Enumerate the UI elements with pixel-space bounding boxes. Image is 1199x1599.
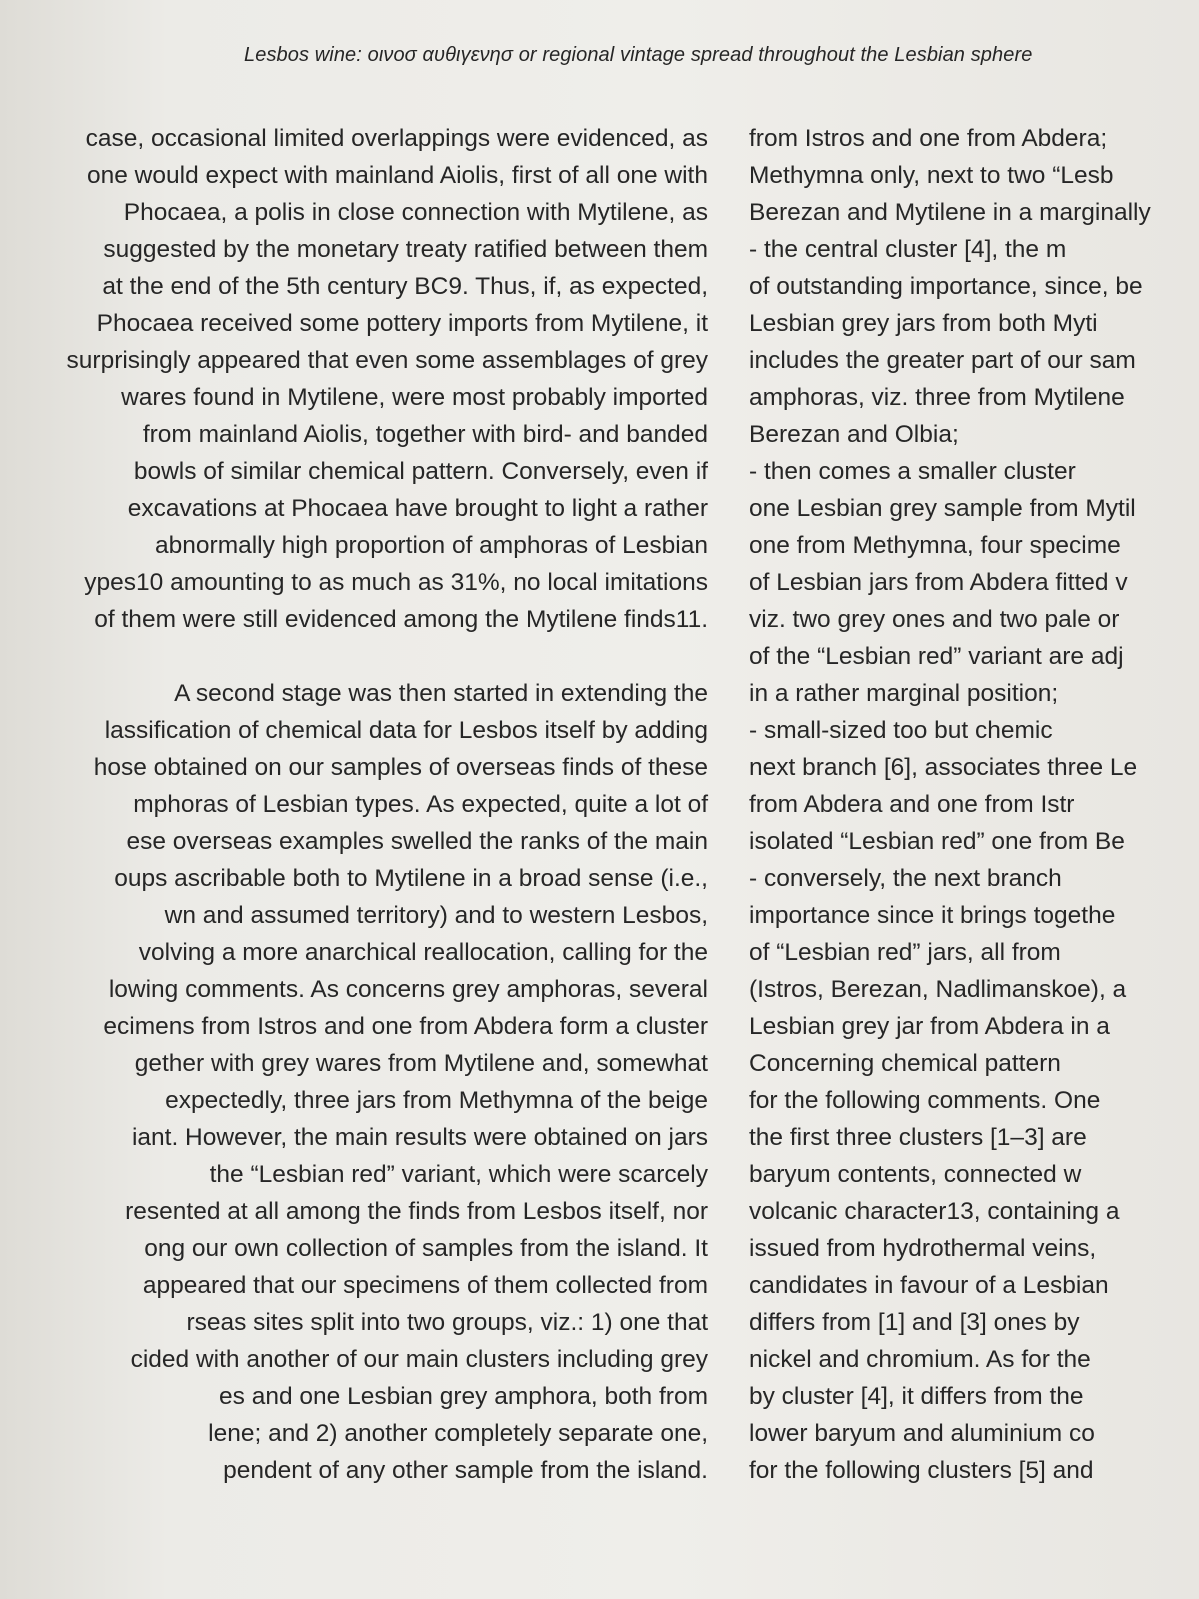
text-line: Phocaea received some pottery imports from Mytilene, it (96, 310, 708, 337)
text-line: Phocaea, a polis in close connection with Mytilene, as (123, 199, 708, 226)
left-text-column (0, 120, 708, 1489)
text-line: (Istros, Berezan, Nadlimanskoe), a (749, 976, 1127, 1003)
text-line: issued from hydrothermal veins, (749, 1235, 1097, 1262)
text-line: volving a more anarchical reallocation, calling for the (138, 939, 708, 966)
text-line: for the following clusters [5] and (749, 1457, 1094, 1484)
text-line: excavations at Phocaea have brought to light a rather (127, 495, 708, 522)
text-line: - the central cluster [4], the m (749, 236, 1067, 263)
text-line: iant. However, the main results were obtained on jars (131, 1124, 708, 1151)
text-line: mphoras of Lesbian types. As expected, quite a lot of (133, 791, 708, 818)
text-line: pendent of any other sample from the island. (223, 1457, 708, 1484)
text-line: isolated “Lesbian red” one from Be (749, 828, 1125, 855)
text-line: - then comes a smaller cluster (749, 458, 1076, 485)
text-line: one would expect with mainland Aiolis, first of all one with (87, 162, 708, 189)
text-line: - conversely, the next branch (749, 865, 1062, 892)
text-line: lene; and 2) another completely separate one, (208, 1420, 708, 1447)
text-line: resented at all among the finds from Lesbos itself, nor (125, 1198, 708, 1225)
text-line: of outstanding importance, since, be (749, 273, 1143, 300)
text-line: of “Lesbian red” jars, all from (749, 939, 1061, 966)
text-line: candidates in favour of a Lesbian (749, 1272, 1109, 1299)
text-line: gether with grey wares from Mytilene and, somewhat (134, 1050, 708, 1077)
text-line: Methymna only, next to two “Lesb (749, 162, 1114, 189)
text-line: surprisingly appeared that even some assemblages of grey (66, 347, 708, 374)
text-line: ecimens from Istros and one from Abdera form a cluster (103, 1013, 708, 1040)
text-line: Lesbian grey jar from Abdera in a (749, 1013, 1110, 1040)
text-line: expectedly, three jars from Methymna of the beige (165, 1087, 708, 1114)
text-line: case, occasional limited overlappings were evidenced, as (85, 125, 708, 152)
text-line: lassification of chemical data for Lesbos itself by adding (104, 717, 708, 744)
text-line: Berezan and Olbia; (749, 421, 959, 448)
text-line: of them were still evidenced among the Mytilene finds11. (94, 606, 708, 633)
text-line: from mainland Aiolis, together with bird- and banded (142, 421, 708, 448)
text-line: volcanic character13, containing a (749, 1198, 1120, 1225)
text-line: A second stage was then started in extending the (174, 680, 708, 707)
text-line: next branch [6], associates three Le (749, 754, 1138, 781)
text-line: appeared that our specimens of them collected from (142, 1272, 708, 1299)
text-line: hose obtained on our samples of overseas finds of these (93, 754, 708, 781)
text-line: wn and assumed territory) and to western Lesbos, (164, 902, 708, 929)
text-line: Lesbian grey jars from both Myti (749, 310, 1098, 337)
text-line: of Lesbian jars from Abdera fitted v (749, 569, 1128, 596)
text-line: of the “Lesbian red” variant are adj (749, 643, 1124, 670)
text-line: bowls of similar chemical pattern. Conversely, even if (133, 458, 708, 485)
text-line: cided with another of our main clusters including grey (130, 1346, 708, 1373)
text-line: abnormally high proportion of amphoras of Lesbian (155, 532, 708, 559)
text-line: ese overseas examples swelled the ranks of the main (126, 828, 708, 855)
paragraph-gap (0, 638, 708, 675)
text-line: viz. two grey ones and two pale or (749, 606, 1120, 633)
text-line: wares found in Mytilene, were most probably imported (121, 384, 708, 411)
right-text-column (749, 120, 1199, 1489)
text-line: - small-sized too but chemic (749, 717, 1053, 744)
text-line: ong our own collection of samples from the island. It (144, 1235, 708, 1262)
text-line: ypes10 amounting to as much as 31%, no local imitations (84, 569, 708, 596)
text-line: for the following comments. One (749, 1087, 1101, 1114)
text-line: at the end of the 5th century BC9. Thus, if, as expected, (102, 273, 708, 300)
text-line: suggested by the monetary treaty ratified between them (103, 236, 708, 263)
text-line: lowing comments. As concerns grey amphoras, several (108, 976, 708, 1003)
text-line: oups ascribable both to Mytilene in a broad sense (i.e., (114, 865, 708, 892)
text-line: nickel and chromium. As for the (749, 1346, 1091, 1373)
text-line: baryum contents, connected w (749, 1161, 1082, 1188)
text-line: one from Methymna, four specime (749, 532, 1121, 559)
text-line: includes the greater part of our sam (749, 347, 1136, 374)
text-line: es and one Lesbian grey amphora, both from (219, 1383, 708, 1410)
text-line: rseas sites split into two groups, viz.: 1) one that (186, 1309, 708, 1336)
text-line: in a rather marginal position; (749, 680, 1059, 707)
text-line: Berezan and Mytilene in a marginally (749, 199, 1151, 226)
text-line: Concerning chemical pattern (749, 1050, 1061, 1077)
text-line: from Abdera and one from Istr (749, 791, 1075, 818)
text-line: the first three clusters [1–3] are (749, 1124, 1087, 1151)
text-line: by cluster [4], it differs from the (749, 1383, 1084, 1410)
text-line: from Istros and one from Abdera; (749, 125, 1108, 152)
text-line: one Lesbian grey sample from Mytil (749, 495, 1136, 522)
text-line: importance since it brings togethe (749, 902, 1116, 929)
text-line: amphoras, viz. three from Mytilene (749, 384, 1125, 411)
text-line: lower baryum and aluminium co (749, 1420, 1095, 1447)
text-line: differs from [1] and [3] ones by (749, 1309, 1080, 1336)
running-header: Lesbos wine: οινοσ αυθιγενησ or regional vintage spread throughout the Lesbian sphere (244, 44, 1033, 66)
text-line: the “Lesbian red” variant, which were scarcely (209, 1161, 708, 1188)
